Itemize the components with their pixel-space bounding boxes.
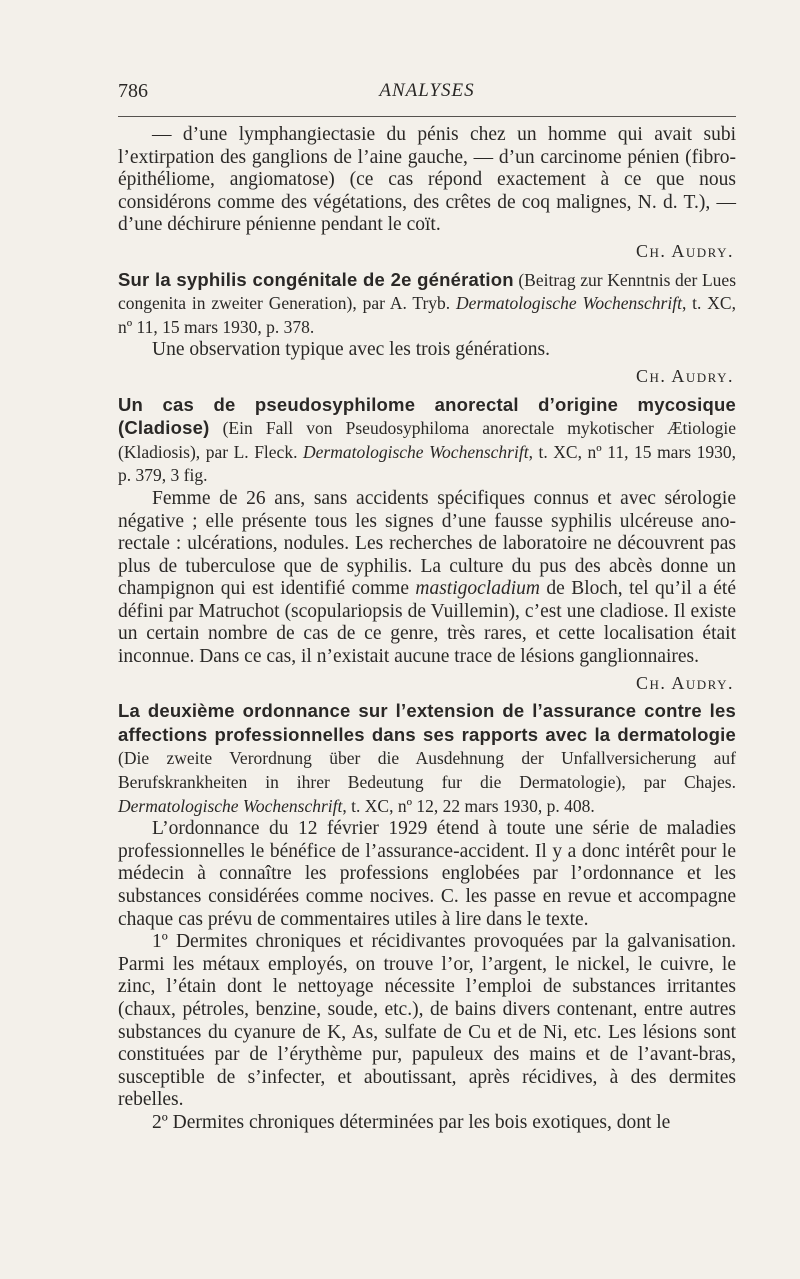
article-title: La deuxième ordonnance sur l’extension de l’assurance contre les affections professionnelles dans ses rapports avec la dermatologie [118,700,736,745]
article-reference: (Ein Fall von Pseudosyphiloma anorectale mykotischer Ætiologie (Kladiosis), par L. Fleck. [118,418,736,462]
citation-details: , t. XC, nº 11, 15 mars 1930, p. 379, 3 fig. [118,441,737,486]
journal-name: Dermatologische Wochenschrift [118,795,343,816]
signature: Ch. Audry. [635,672,734,693]
paragraph: 2º Dermites chroniques déterminées par les bois exotiques, dont le [152,1111,671,1133]
citation-details: , t. XC, nº 11, 15 mars 1930, p. 378. [118,293,736,337]
paragraph: — d’une lymphangiectasie du pénis chez un homme qui avait subi l’extirpation des ganglions de l’aine gauche, — d’un carcinome pénien (fibro-épithéliome, angiomatose) (ce cas répond exactement à ce que nous considérons comme des végétations, des crêtes de coq malignes, N. d. T.), — d’une déchirure pénienne pendant le coït. [118,124,736,236]
review-entry-heading [118,700,736,818]
review-entry-heading [118,394,736,488]
paragraph: L’ordonnance du 12 février 1929 étend à toute une série de maladies professionnelles le bénéfice de l’assurance-accident. Il y a donc intérêt pour le médecin à connaître les professions englobées par l’ordonnance et les substances considérées comme nocives. C. les passe en revue et accompagne chaque cas prévu de commentaires utiles à lire dans le texte. [118,818,736,930]
article-title: Sur la syphilis congénitale de 2e génération [118,268,514,290]
paragraph-text: Femme de 26 ans, sans accidents spécifiques connus et avec sérologie négative ; elle présente tous les signes d’une fausse syphilis ulcéreuse ano-rectale : ulcérations, nodules. Les recherches de laboratoire ne découvrent pas plus de tuberculose que de syphilis. La culture du pus des abcès donne un champignon qui est identifié comme [118,487,736,600]
citation-details: , t. XC, nº 12, 22 mars 1930, p. 408. [342,795,595,816]
journal-name: Dermatologische Wochenschrift [456,293,682,314]
signature: Ch. Audry. [635,365,734,386]
article-title: Un cas de pseudosyphilome anorectal d’origine mycosique (Cladiose) [118,393,736,439]
page-number: 786 [118,80,148,102]
signature: Ch. Audry. [635,240,734,261]
page-body [118,124,736,1135]
species-name: mastigocladium [415,578,540,600]
running-head: ANALYSES [379,80,475,101]
paragraph-text: de Bloch, tel qu’il a été défini par Matruchot (scopulariopsis de Vuillemin), c’est une cladiose. Il existe un certain nombre de cas de ce genre, très rares, et cette localisation était inconnue. Dans ce cas, il n’existait aucune trace de lésions ganglionnaires. [118,578,736,668]
review-entry-heading [118,269,736,340]
article-reference: (Die zweite Verordnung über die Ausdehnung der Unfallversicherung auf Berufskrankheiten in ihrer Bedeutung fur die Dermatologie), par Chajes. [118,748,736,793]
paragraph: 1º Dermites chroniques et récidivantes provoquées par la galvanisation. Parmi les métaux employés, on trouve l’or, l’argent, le nickel, le cuivre, le zinc, l’étain dont le nettoyage nécessite l’emploi de substances irritantes (chaux, pétroles, benzine, soude, etc.), de bains divers contenant, entre autres substances du cyanure de K, As, sulfate de Cu et de Ni, etc. Les lésions sont constituées par de l’érythème pur, papuleux des mains et de l’avant-bras, susceptible de s’infecter, et aboutissant, après récidives, à des dermites rebelles. [118,931,736,1111]
article-reference: (Beitrag zur Kenntnis der Lues congenita in zweiter Generation), par A. Tryb. [118,269,737,314]
paragraph: Une observation typique avec les trois générations. [152,339,551,361]
paragraph [118,488,736,669]
page-header [118,80,736,102]
journal-name: Dermatologische Wochenschrift [303,441,529,462]
header-rule [118,116,736,117]
